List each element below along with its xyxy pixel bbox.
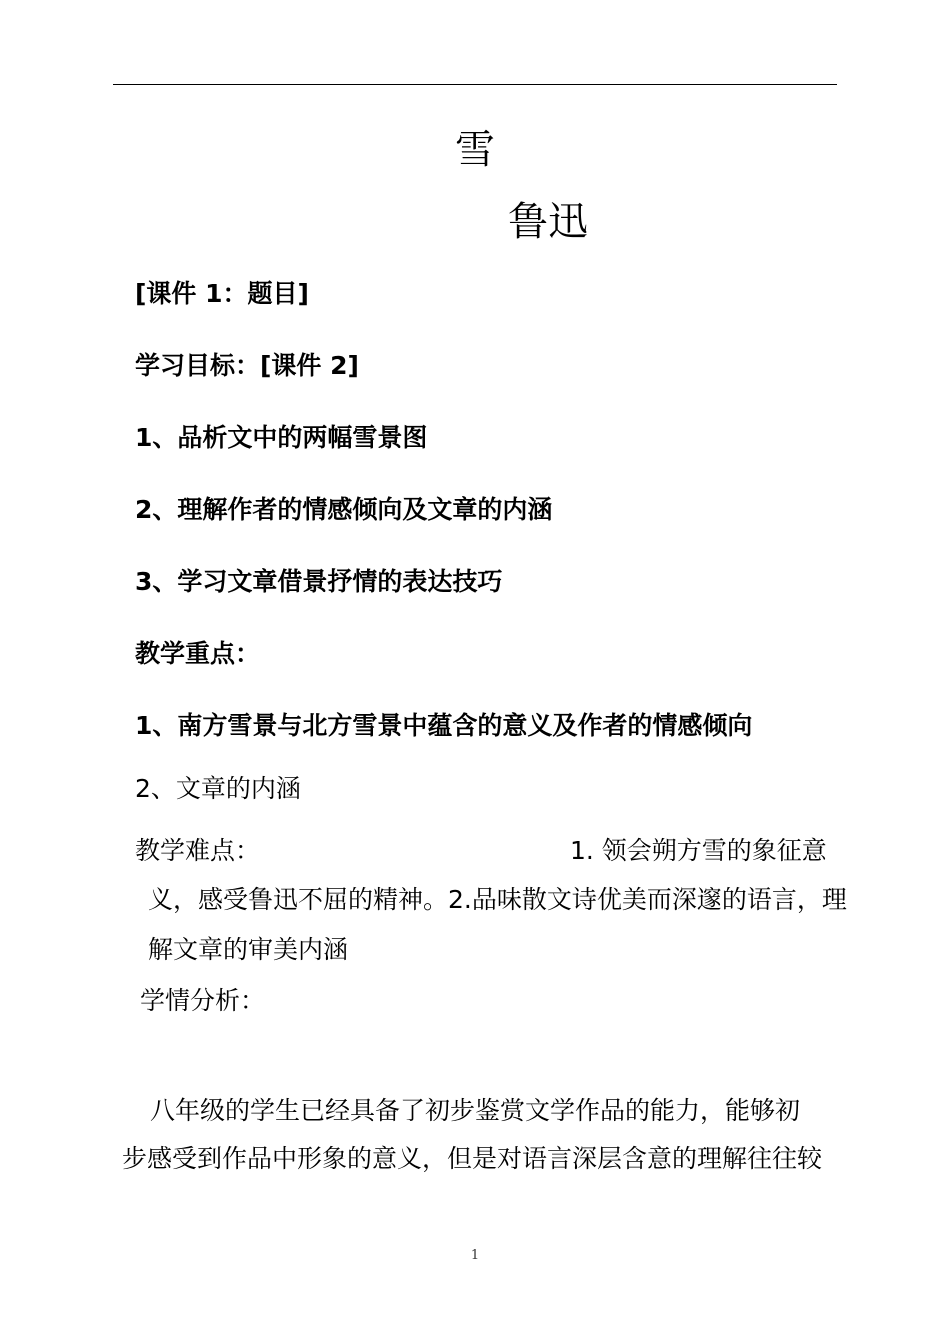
key-points-heading: 教学重点： — [135, 639, 261, 668]
difficulties-line-3: 解文章的审美内涵 — [148, 935, 349, 964]
page-number: 1 — [470, 1248, 480, 1263]
objective-item-1: 1、品析文中的两幅雪景图 — [135, 423, 428, 452]
courseware-title: [课件 1：题目] — [135, 279, 309, 308]
header-rule — [113, 84, 837, 85]
objective-item-2: 2、理解作者的情感倾向及文章的内涵 — [135, 495, 553, 524]
key-point-item-2: 2、文章的内涵 — [135, 774, 301, 803]
key-point-item-1: 1、南方雪景与北方雪景中蕴含的意义及作者的情感倾向 — [135, 711, 753, 740]
difficulties-line-1: 1. 领会朔方雪的象征意 — [570, 836, 827, 865]
difficulties-heading: 教学难点： — [135, 836, 261, 865]
analysis-line-1: 八年级的学生已经具备了初步鉴赏文学作品的能力，能够初 — [150, 1096, 801, 1125]
document-title: 雪 — [455, 127, 495, 173]
objectives-heading: 学习目标：[课件 2] — [135, 351, 359, 380]
objective-item-3: 3、学习文章借景抒情的表达技巧 — [135, 567, 503, 596]
analysis-line-2: 步感受到作品中形象的意义，但是对语言深层含意的理解往往较 — [122, 1144, 823, 1173]
document-author: 鲁迅 — [508, 199, 588, 245]
analysis-heading: 学情分析： — [140, 986, 266, 1015]
difficulties-line-2: 义，感受鲁迅不屈的精神。2.品味散文诗优美而深邃的语言，理 — [148, 885, 847, 914]
